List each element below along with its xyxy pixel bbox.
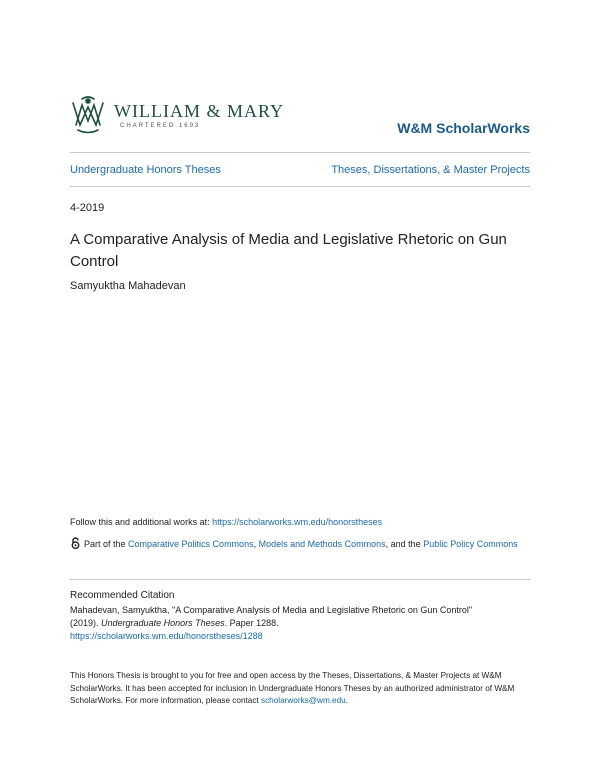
william-and-mary-cypher-icon (70, 95, 106, 135)
disciplines-line (70, 536, 530, 554)
repository-name[interactable]: W&M ScholarWorks (397, 120, 530, 136)
citation-series: Undergraduate Honors Theses (101, 618, 225, 628)
access-statement (70, 670, 540, 708)
access-statement-end: . (345, 696, 349, 705)
contact-email-link[interactable]: scholarworks@wm.edu (260, 696, 346, 705)
logo-wordmark: WILLIAM & MARY (114, 101, 284, 121)
logo-tagline: CHARTERED 1693 (120, 123, 201, 129)
citation-body (70, 604, 540, 643)
citation-year: (2019). (70, 618, 102, 628)
follow-label: Follow this and additional works at: (70, 517, 213, 527)
access-statement-text: This Honors Thesis is brought to you for free and open access by the Theses, Dissertations, & Master Projects at W&M ScholarWorks. It has been accepted for inclusion in Undergraduate Honors Theses by an authorized administrator of W&M ScholarWorks. For more information, please contact (70, 671, 515, 705)
models-and-methods-commons-link[interactable]: Models and Methods Commons (258, 539, 386, 549)
undergraduate-honors-theses-link[interactable]: Undergraduate Honors Theses (70, 164, 221, 176)
public-policy-commons-link[interactable]: Public Policy Commons (423, 539, 518, 549)
follow-line (70, 517, 382, 527)
follow-url-link[interactable]: https://scholarworks.wm.edu/honorstheses (212, 517, 383, 527)
part-of-label: Part of the (84, 539, 129, 549)
william-and-mary-logo[interactable] (70, 95, 284, 135)
comparative-politics-commons-link[interactable]: Comparative Politics Commons (128, 539, 254, 549)
document-author: Samyuktha Mahadevan (70, 280, 186, 292)
citation-paper: . Paper 1288. (224, 618, 279, 628)
citation-url-link[interactable]: https://scholarworks.wm.edu/honorstheses/1288 (70, 631, 263, 641)
divider (70, 186, 530, 187)
theses-dissertations-link[interactable]: Theses, Dissertations, & Master Projects (331, 164, 530, 176)
citation-text: Mahadevan, Samyuktha, "A Comparative Analysis of Media and Legislative Rhetoric on Gun Control" (70, 605, 473, 615)
open-access-icon (70, 537, 81, 554)
separator: , (253, 539, 259, 549)
separator: , and the (385, 539, 424, 549)
document-title: A Comparative Analysis of Media and Legislative Rhetoric on Gun Control (70, 231, 507, 270)
citation-heading: Recommended Citation (70, 590, 175, 601)
divider (70, 579, 530, 580)
header (70, 95, 530, 145)
divider (70, 152, 530, 153)
publication-date: 4-2019 (70, 202, 105, 214)
